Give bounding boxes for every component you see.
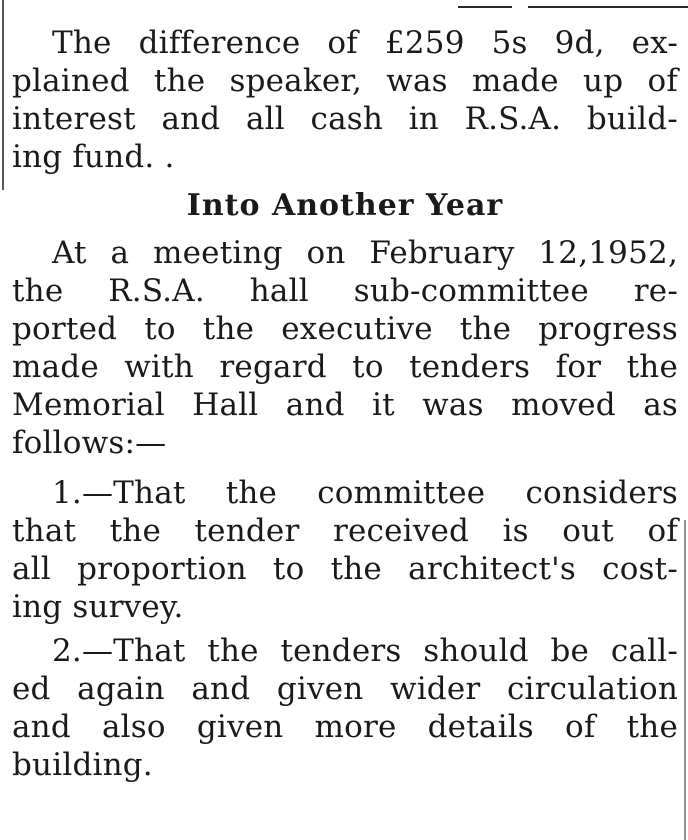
paragraph-meeting (12, 234, 678, 462)
column-left-rule (2, 0, 4, 190)
text-line: 2.—That the tenders should be call- (52, 633, 678, 669)
text-line: all proportion to the architect's cost- (12, 551, 678, 587)
text-line: made with regard to tenders for the (12, 349, 678, 385)
paragraph-item-1 (12, 474, 678, 626)
text-line: plained the speaker, was made up of (12, 63, 678, 99)
text-line: ing survey. (12, 589, 184, 625)
paragraph-item-2 (12, 632, 678, 784)
article-body (12, 24, 678, 784)
column-top-rule (458, 6, 512, 8)
text-line: follows:— (12, 425, 167, 461)
text-line: ing fund. . (12, 139, 175, 175)
text-line: ed again and given wider circulation (12, 671, 678, 707)
column-top-rule (528, 6, 688, 8)
text-line: ported to the executive the progress (12, 311, 678, 347)
paragraph-difference (12, 24, 678, 176)
text-line: and also given more details of the (12, 709, 678, 745)
column-right-rule (684, 520, 686, 840)
text-line: the R.S.A. hall sub-committee re- (12, 273, 678, 309)
section-heading: Into Another Year (186, 188, 504, 223)
text-line: At a meeting on February 12,1952, (52, 235, 678, 271)
text-line: 1.—That the committee considers (52, 475, 678, 511)
text-line: The difference of £259 5s 9d, ex- (52, 25, 678, 61)
text-line: building. (12, 747, 153, 783)
text-line: Memorial Hall and it was moved as (12, 387, 678, 423)
text-line: interest and all cash in R.S.A. build- (12, 101, 678, 137)
text-line: that the tender received is out of (12, 513, 678, 549)
